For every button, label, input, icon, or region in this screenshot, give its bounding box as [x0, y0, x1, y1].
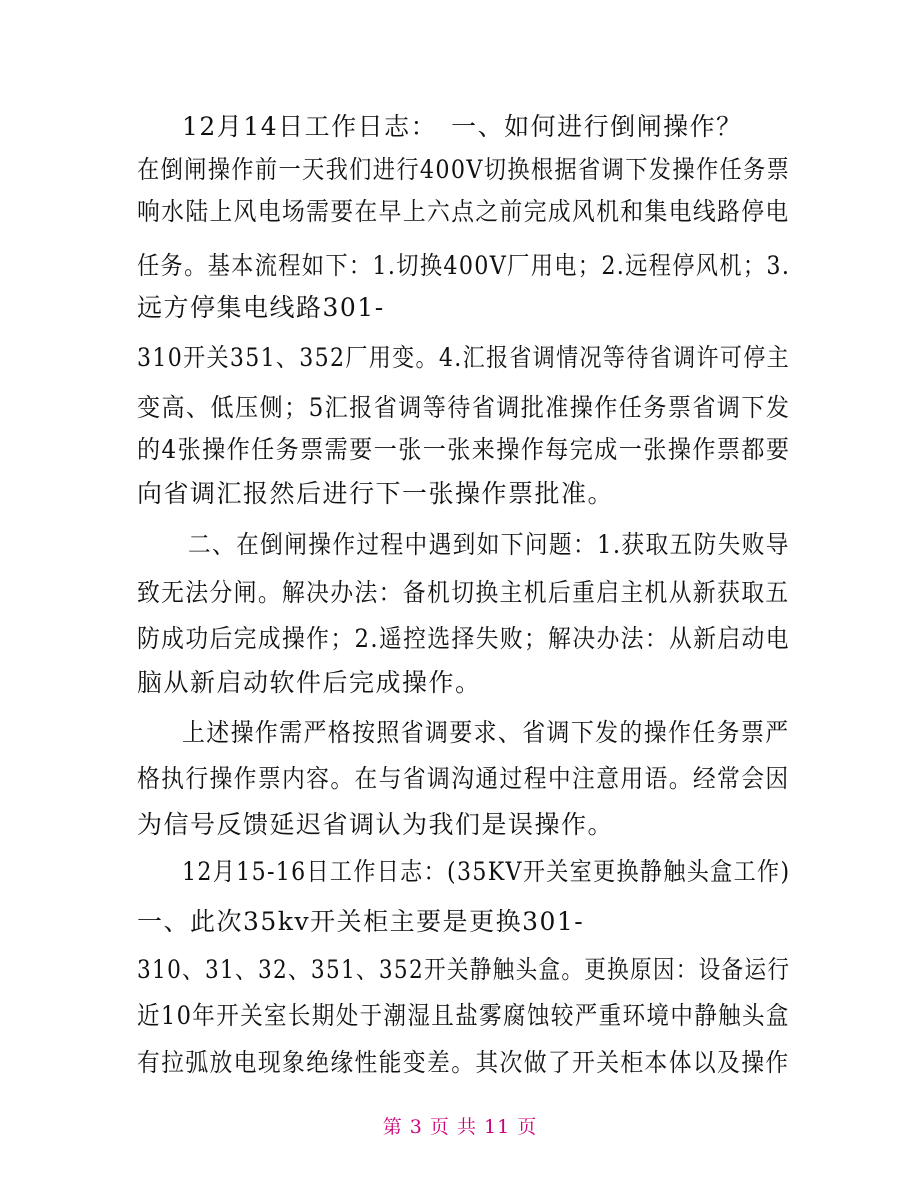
text-line-9: 向省调汇报然后进行下一张操作票批准。 — [137, 479, 615, 508]
text-line-19: 310、31、32、351、352开关静触头盒。更换原因：设备运行 — [137, 955, 791, 984]
text-line-11: 致无法分闸。解决办法：备机切换主机后重启主机从新获取五 — [137, 578, 790, 607]
text-line-16: 为信号反馈延迟省调认为我们是误操作。 — [137, 810, 615, 839]
text-line-6: 310开关351、352厂用变。4.汇报省调情况等待省调许可停主 — [137, 343, 791, 372]
text-line-17: 12月15-16日工作日志：(35KV开关室更换静触头盒工作) — [182, 857, 791, 886]
text-line-20: 近10年开关室长期处于潮湿且盐雾腐蚀较严重环境中静触头盒 — [137, 1001, 790, 1030]
text-line-15: 格执行操作票内容。在与省调沟通过程中注意用语。经常会因 — [137, 764, 790, 793]
text-line-7: 变高、低压侧；5汇报省调等待省调批准操作任务票省调下发 — [137, 393, 791, 422]
text-line-12: 防成功后完成操作；2.遥控选择失败；解决办法：从新启动电 — [137, 624, 790, 653]
text-line-4: 任务。基本流程如下：1.切换400V厂用电；2.远程停风机；3. — [137, 251, 791, 280]
text-line-21: 有拉弧放电现象绝缘性能变差。其次做了开关柜本体以及操作 — [137, 1048, 790, 1077]
text-line-2: 在倒闸操作前一天我们进行400V切换根据省调下发操作任务票 — [137, 155, 791, 184]
text-line-14: 上述操作需严格按照省调要求、省调下发的操作任务票严 — [182, 718, 790, 747]
text-line-3: 响水陆上风电场需要在早上六点之前完成风机和集电线路停电 — [137, 197, 790, 226]
text-line-18: 一、此次35kv开关柜主要是更换301- — [137, 907, 585, 936]
text-line-8: 的4张操作任务票需要一张一张来操作每完成一张操作票都要 — [137, 435, 791, 464]
text-line-5: 远方停集电线路301- — [137, 293, 385, 322]
text-line-13: 脑从新启动软件后完成操作。 — [137, 668, 482, 697]
text-line-1: 12月14日工作日志： 一、如何进行倒闸操作？ — [182, 112, 743, 141]
text-line-10: 二、在倒闸操作过程中遇到如下问题：1.获取五防失败导 — [188, 530, 790, 559]
page-footer: 第 3 页 共 11 页 — [382, 1116, 538, 1138]
